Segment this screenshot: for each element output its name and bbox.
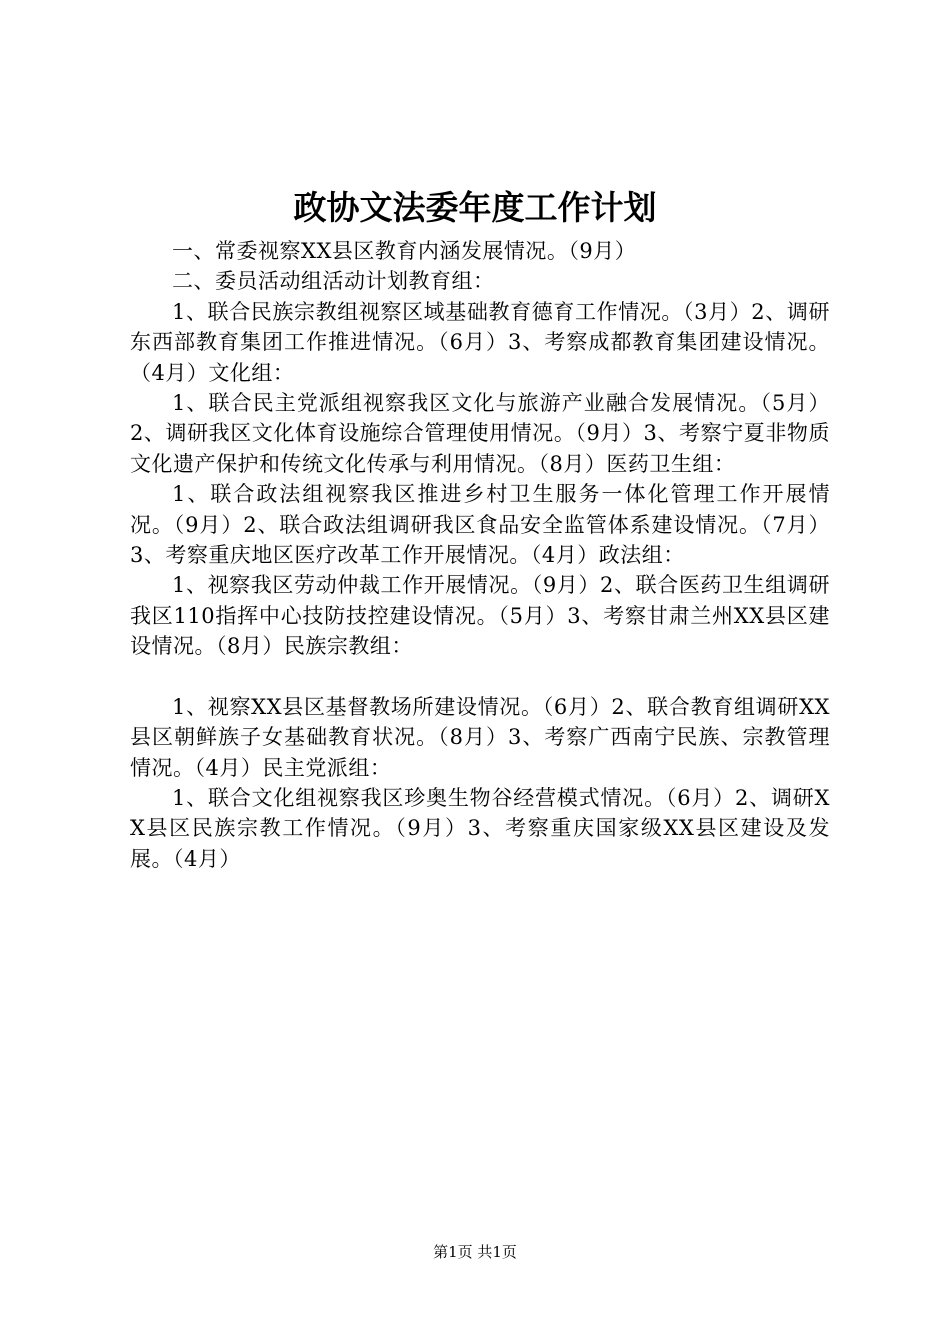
- paragraph-medical-group: 1、联合政法组视察我区推进乡村卫生服务一体化管理工作开展情况。（9月）2、联合政法组调研我区食品安全监管体系建设情况。（7月）3、考察重庆地区医疗改革工作开展情况。（4月）政法组：: [130, 482, 830, 568]
- paragraph-education-group: 1、联合民族宗教组视察区域基础教育德育工作情况。（3月）2、调研东西部教育集团工作推进情况。（6月）3、考察成都教育集团建设情况。（4月）文化组：: [130, 299, 830, 385]
- page-footer: 第1页 共1页: [433, 1243, 517, 1261]
- paragraph-culture-group: 1、联合民主党派组视察我区文化与旅游产业融合发展情况。（5月）2、调研我区文化体育设施综合管理使用情况。（9月）3、考察宁夏非物质文化遗产保护和传统文化传承与利用情况。（8月）医药卫生组：: [130, 391, 830, 476]
- paragraph-law-group: 1、视察我区劳动仲裁工作开展情况。（9月）2、联合医药卫生组调研我区110指挥中心技防技控建设情况。（5月）3、考察甘肃兰州XX县区建设情况。（8月）民族宗教组：: [130, 573, 830, 659]
- document-title: 政协文法委年度工作计划: [293, 188, 657, 227]
- paragraph-activity-groups-heading: 二、委员活动组活动计划教育组：: [172, 269, 495, 294]
- paragraph-democratic-parties-group: 1、联合文化组视察我区珍奥生物谷经营模式情况。（6月）2、调研XX县区民族宗教工作情况。（9月）3、考察重庆国家级XX县区建设及发展。（4月）: [130, 785, 830, 871]
- paragraph-ethnic-religion-group: 1、视察XX县区基督教场所建设情况。（6月）2、联合教育组调研XX县区朝鲜族子女基础教育状况。（8月）3、考察广西南宁民族、宗教管理情况。（4月）民主党派组：: [130, 694, 830, 780]
- paragraph-standing-committee-inspection: 一、常委视察XX县区教育内涵发展情况。（9月）: [172, 239, 637, 263]
- document-body: [130, 236, 830, 874]
